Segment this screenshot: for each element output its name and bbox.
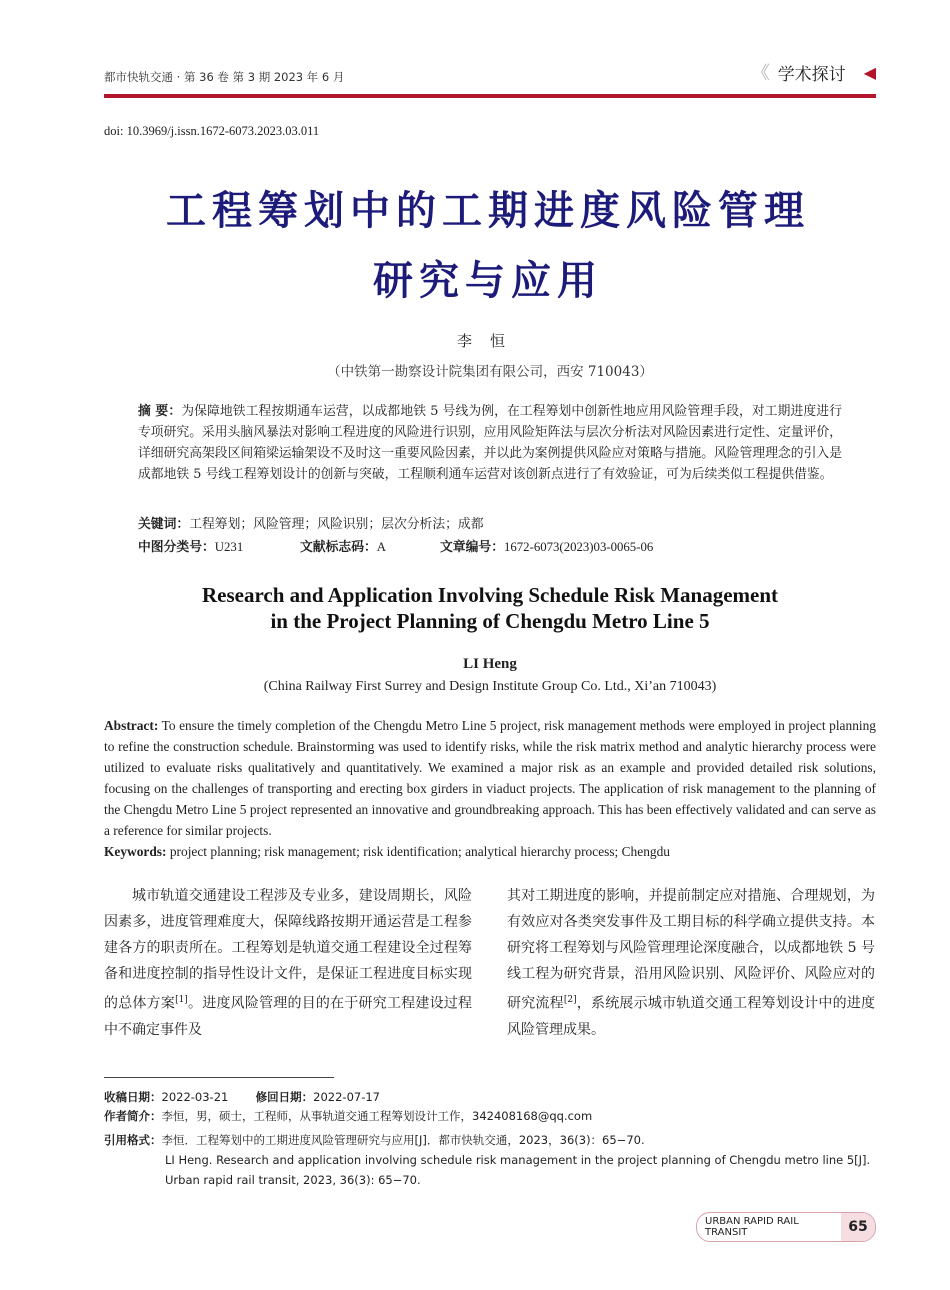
- author-cn: 李恒: [456, 332, 523, 350]
- clc-value: U231: [214, 540, 244, 554]
- journal-issue-line: 都市快轨交通 · 第 36 卷 第 3 期 2023 年 6 月: [104, 70, 345, 84]
- body-left-text: 城市轨道交通建设工程涉及专业多，建设周期长，风险因素多，进度管理难度大，保障线路按期开通运营是工程参建各方的职责所在。工程筹划是轨道交通工程建设全过程筹备和进度控制的指导性设计文件，是保证工程进度目标实现的总体方案: [104, 888, 472, 1012]
- citation-label: 引用格式：: [104, 1133, 162, 1147]
- section-label: [752, 59, 876, 85]
- body-column-left: [104, 883, 472, 1043]
- article-label: 文章编号：: [440, 540, 504, 555]
- keywords-en-text: project planning; risk management; risk identification; analytical hierarchy process; Chengdu: [169, 844, 670, 859]
- section-name: 学术探讨: [777, 64, 846, 85]
- title-cn-line1: 工程筹划中的工期进度风险管理: [166, 187, 810, 234]
- page-number: 65: [841, 1213, 875, 1241]
- footnote-dates: [104, 1087, 380, 1107]
- abstract-en-label: Abstract:: [104, 718, 159, 733]
- author-en: LI Heng: [463, 656, 517, 672]
- triangle-marker-icon: ◀: [863, 62, 876, 82]
- keywords-cn-label: 关键词：: [138, 517, 190, 532]
- keywords-cn: [138, 514, 842, 535]
- body-column-right: [507, 883, 875, 1043]
- double-chevron-icon: 《: [751, 63, 768, 84]
- abstract-en: [104, 715, 876, 841]
- title-cn-line2: 研究与应用: [373, 257, 603, 304]
- citation-cn: 李恒．工程筹划中的工期进度风险管理研究与应用[J]．都市快轨交通，2023，36(3)：65−70.: [161, 1133, 645, 1147]
- keywords-en-label: Keywords:: [104, 844, 167, 859]
- citation-en: LI Heng. Research and application involving schedule risk management in the project planning of Chengdu metro line 5[J]. Urban rapid rail transit, 2023, 36(3): 65−70.: [165, 1153, 871, 1187]
- footer-journal-name: URBAN RAPID RAIL TRANSIT: [705, 1216, 799, 1238]
- received-label: 收稿日期：: [104, 1090, 162, 1104]
- title-en: [104, 582, 876, 634]
- keywords-en: [104, 841, 876, 862]
- header-rule: [104, 94, 876, 98]
- body-right-text: 其对工期进度的影响，并提前制定应对措施、合理规划，为有效应对各类突发事件及工期目标的科学确立提供支持。本研究将工程筹划与风险管理理论深度融合，以成都地铁 5 号线工程为研究背景，沿用风险识别、风险评价、风险应对的研究流程: [507, 888, 875, 1012]
- body-left-text-end: 。进度风险管理的目的在于研究工程建设过程中不确定事件及: [104, 995, 473, 1038]
- body-right-text-end: ，系统展示城市轨道交通工程筹划设计中的进度风险管理成果。: [507, 995, 876, 1038]
- footnote-citation: [104, 1130, 645, 1150]
- page-footer-badge: [696, 1212, 876, 1242]
- abstract-cn-text: 为保障地铁工程按期通车运营，以成都地铁 5 号线为例，在工程筹划中创新性地应用风险管理手段，对工期进度进行专项研究。采用头脑风暴法对影响工程进度的风险进行识别，应用风险矩阵法与层次分析法对风险因素进行定性、定量评价，详细研究高架段区间箱梁运输架设不及时这一重要风险因素，并以此为案例提供风险应对策略与措施。风险管理理念的引入是成都地铁 5 号线工程筹划设计的创新与突破，工程顺利通车运营对该创新点进行了有效验证，可为后续类似工程提供借鉴。: [138, 404, 842, 482]
- revised-label: 修回日期：: [255, 1090, 314, 1104]
- revised-date: 2022-07-17: [313, 1090, 380, 1104]
- title-cn: [60, 176, 916, 316]
- received-date: 2022-03-21: [161, 1090, 229, 1104]
- keywords-cn-text: 工程筹划；风险管理；风险识别；层次分析法；成都: [189, 517, 484, 532]
- abstract-en-text: To ensure the timely completion of the Chengdu Metro Line 5 project, risk management methods were employed in project planning to refine the construction schedule. Brainstorming was used to identify risks, while the risk matrix method and analytic hierarchy process were utilized to evaluate risks qualitatively and quantitatively. We examined a major risk as an example and provided detailed risk solutions, focusing on the challenges of transporting and erecting box girders in viaduct projects. The application of risk management to the planning of the Chengdu Metro Line 5 project represented an innovative and groundbreaking approach. This has been effectively validated and can serve as a reference for similar projects.: [104, 718, 876, 838]
- clc-label: 中图分类号：: [138, 540, 215, 555]
- classification-row: [138, 536, 653, 555]
- doc-value: A: [376, 540, 387, 554]
- title-en-line2: in the Project Planning of Chengdu Metro Line 5: [270, 609, 710, 633]
- doi: doi: 10.3969/j.issn.1672-6073.2023.03.011: [104, 124, 320, 138]
- citation-ref-2[interactable]: [2]: [563, 995, 577, 1005]
- footnote-rule: [104, 1077, 334, 1078]
- footnote-author: [104, 1106, 592, 1126]
- author-info-text: 李恒，男，硕士，工程师，从事轨道交通工程筹划设计工作，342408168@qq.com: [161, 1109, 593, 1123]
- author-info-label: 作者简介：: [104, 1109, 162, 1123]
- citation-ref-1[interactable]: [1]: [175, 995, 188, 1005]
- abstract-cn-label: 摘 要：: [138, 404, 182, 419]
- title-en-line1: Research and Application Involving Schedule Risk Management: [201, 583, 778, 607]
- affiliation-en: (China Railway First Surrey and Design Institute Group Co. Ltd., Xi’an 710043): [263, 679, 717, 694]
- affiliation-cn: （中铁第一勘察设计院集团有限公司，西安 710043）: [327, 364, 653, 380]
- article-value: 1672-6073(2023)03-0065-06: [503, 540, 654, 554]
- doc-label: 文献标志码：: [300, 540, 377, 555]
- abstract-cn: [138, 401, 842, 485]
